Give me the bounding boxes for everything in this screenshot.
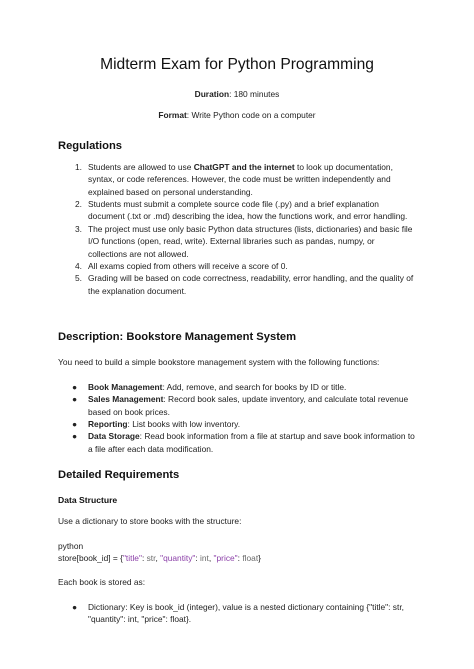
list-number: 1.	[75, 161, 82, 172]
regulation-text-post: to look up documentation, syntax, or code references. However, the code must be written independently and explained based on personal understanding.	[88, 161, 393, 197]
bullet-icon: ●	[72, 394, 78, 405]
code-token: store[book_id] = {	[58, 552, 123, 563]
description-heading: Description: Bookstore Management System	[58, 331, 297, 344]
code-type: str	[146, 552, 156, 563]
code-line	[58, 552, 416, 564]
regulation-text: All exams copied from others will receive a score of 0.	[88, 261, 288, 272]
function-item	[58, 430, 416, 455]
book-structure-item	[58, 601, 416, 626]
code-token: }	[258, 552, 261, 563]
function-name: Sales Management	[88, 394, 164, 405]
format-line	[58, 109, 416, 121]
regulation-text: The project must use only basic Python data structures (lists, dictionaries) and basic file I/O functions (open, read, write). External libraries such as pandas, numpy, or collections are not allowed.	[88, 223, 413, 259]
code-token: :	[237, 552, 243, 563]
page-title: Midterm Exam for Python Programming	[100, 56, 374, 73]
code-key: "title"	[122, 552, 142, 563]
regulations-list	[58, 161, 416, 297]
list-number: 4.	[75, 261, 82, 272]
format-value: : Write Python code on a computer	[186, 110, 316, 121]
regulation-item	[58, 272, 416, 297]
function-item	[58, 381, 416, 393]
function-text: : List books with low inventory.	[127, 418, 241, 429]
regulation-text: Students must submit a complete source code file (.py) and a brief explanation document (.txt or .md) describing the idea, how the functions work, and error handling.	[88, 199, 408, 222]
regulation-item	[58, 198, 416, 223]
function-text: : Read book information from a file at startup and save book information to a file after each data modification.	[88, 431, 415, 454]
function-text: : Add, remove, and search for books by ID or title.	[162, 381, 347, 392]
code-language: python	[58, 540, 84, 551]
regulations-heading: Regulations	[58, 139, 123, 152]
function-item	[58, 393, 416, 418]
each-book-text: Each book is stored as:	[58, 577, 146, 588]
regulation-item	[58, 161, 416, 198]
code-block	[58, 540, 416, 565]
function-item	[58, 418, 416, 430]
regulation-text-bold: ChatGPT and the internet	[193, 161, 295, 172]
description-intro: You need to build a simple bookstore management system with the following functions:	[58, 357, 380, 368]
code-token: :	[195, 552, 201, 563]
code-key: "price"	[213, 552, 238, 563]
bullet-icon: ●	[72, 381, 78, 392]
code-token: ,	[155, 552, 161, 563]
data-structure-intro: Use a dictionary to store books with the structure:	[58, 516, 242, 527]
list-number: 2.	[75, 199, 82, 210]
book-structure-text: Dictionary: Key is book_id (integer), value is a nested dictionary containing {"title": str, "quantity": int, "price": float}.	[88, 601, 404, 625]
function-name: Data Storage	[88, 431, 140, 442]
list-number: 3.	[75, 223, 82, 234]
code-token: :	[141, 552, 147, 563]
function-name: Reporting	[88, 418, 128, 429]
function-text: : Record book sales, update inventory, and calculate total revenue based on book prices.	[88, 394, 409, 417]
function-list	[58, 381, 416, 455]
list-number: 5.	[75, 273, 82, 284]
duration-label: Duration	[194, 89, 230, 99]
format-label: Format	[158, 110, 187, 121]
bullet-icon: ●	[72, 601, 78, 612]
regulation-text: Grading will be based on code correctness, readability, error handling, and the quality of the explanation document.	[88, 273, 414, 296]
code-key: "quantity"	[160, 552, 196, 563]
bullet-icon: ●	[72, 418, 78, 429]
data-structure-heading: Data Structure	[58, 495, 118, 506]
duration-value: : 180 minutes	[229, 89, 280, 99]
code-type: float	[242, 552, 259, 563]
book-structure-list	[58, 601, 416, 626]
duration-line	[58, 88, 416, 100]
bullet-icon: ●	[72, 431, 78, 442]
regulation-text-pre: Students are allowed to use	[88, 161, 194, 172]
detailed-requirements-heading: Detailed Requirements	[58, 469, 180, 482]
regulation-item	[58, 260, 416, 272]
regulation-item	[58, 223, 416, 260]
function-name: Book Management	[88, 381, 163, 392]
code-type: int	[200, 552, 209, 563]
code-token: ,	[208, 552, 214, 563]
